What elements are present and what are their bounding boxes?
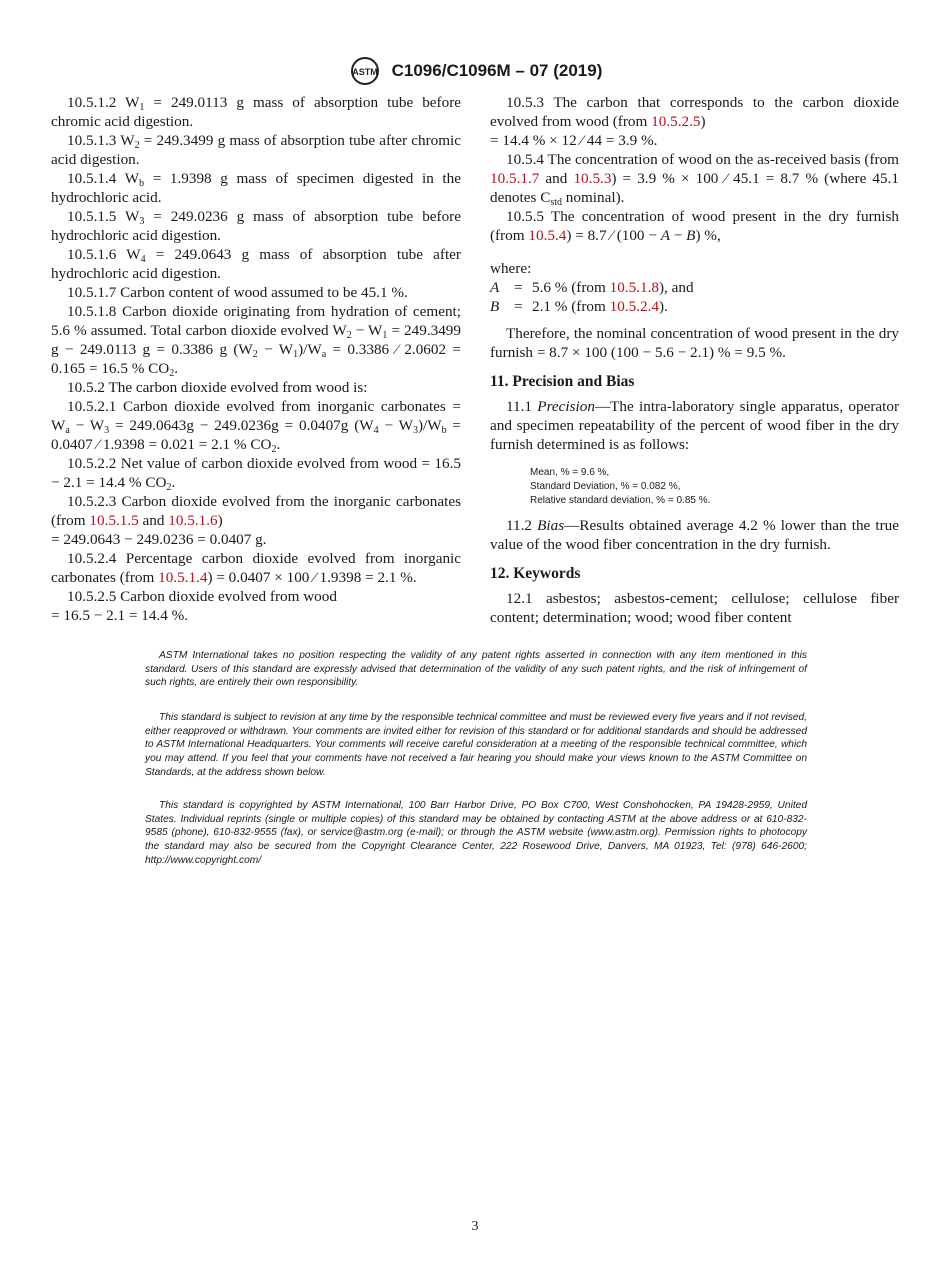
copyright-notice: This standard is copyrighted by ASTM International, 100 Barr Harbor Drive, PO Box C700, West Conshohocken, PA 19428-2959, United States. Individual reprints (single or multiple copies) of this standard may be obtained by contacting ASTM at the above address or at 610-832-9585 (phone), 610-832-9555 (fax), or service@astm.org (e-mail); or through the ASTM website (www.astm.org). Permission rights to photocopy the standard may also be secured from the Copyright Clearance Center, 222 Rosewood Drive, Danvers, MA 01923, Tel: (978) 646-2600; http://www.copyright.com/ <box>145 800 807 866</box>
clause-10-5-4: 10.5.4 The concentration of wood on the as-received basis (from 10.5.1.7 and 10.5.3) = 3.9 % × 100 ⁄ 45.1 = 8.7 % (where 45.1 denotes $C_{std}$ nominal). <box>490 151 899 208</box>
clause-10-5-5: 10.5.5 The concentration of wood present in the dry furnish (from 10.5.4) = 8.7 ⁄ (100 − A − B) %, <box>490 208 899 244</box>
clause-10-5-1-5: 10.5.1.5 $W_3 = 249.0236$ g mass of absorption tube before hydrochloric acid digestion. <box>51 208 461 244</box>
clause-10-5-1-3: 10.5.1.3 $W_2 = 249.3499$ g mass of absorption tube after chromic acid digestion. <box>51 132 461 168</box>
page-number: 3 <box>471 1219 479 1234</box>
stat-std-dev: Standard Deviation, % = 0.082 %, <box>530 481 681 492</box>
xref-10-5-1-7[interactable]: 10.5.1.7 <box>490 170 540 187</box>
right-column <box>490 93 899 627</box>
stat-rel-std-dev: Relative standard deviation, % = 0.85 %. <box>530 495 711 506</box>
statistics-block <box>530 466 899 508</box>
clause-10-5-2-5: 10.5.2.5 Carbon dioxide evolved from wood <box>67 588 337 605</box>
stat-mean: Mean, % = 9.6 %, <box>530 467 610 478</box>
xref-10-5-2-5[interactable]: 10.5.2.5 <box>651 113 701 130</box>
clause-10-5-1-8: 10.5.1.8 Carbon dioxide originating from hydration of cement; 5.6 % assumed. Total carbon dioxide evolved $W_2 - W_1 = 249.3499$ g − 249.0113 g = 0.3386 g $(W_2 - W_1)/W_a = 0.3386$ ⁄ 2.0602 = 0.165 = 16.5 % $CO_2$. <box>51 303 461 379</box>
clause-10-5-2-4: 10.5.2.4 Percentage carbon dioxide evolved from inorganic carbonates (from 10.5.1.4) = 0.0407 × 100 ⁄ 1.9398 = 2.1 %. <box>51 550 461 586</box>
document-designation: C1096/C1096M – 07 (2019) <box>391 61 603 80</box>
page-header <box>0 56 950 86</box>
where-label: where: <box>490 260 532 277</box>
clause-10-5-2-2: 10.5.2.2 Net value of carbon dioxide evolved from wood = 16.5 − 2.1 = 14.4 % $CO_2$. <box>51 455 461 493</box>
xref-10-5-1-6[interactable]: 10.5.1.6 <box>168 512 218 529</box>
section-heading-keywords: 12. Keywords <box>490 565 581 582</box>
xref-10-5-2-4[interactable]: 10.5.2.4 <box>609 298 659 315</box>
clause-10-5-1-2: 10.5.1.2 $W_1 = 249.0113$ g mass of absorption tube before chromic acid digestion. <box>51 94 461 130</box>
equation-line: = 249.0643 − 249.0236 = 0.0407 g. <box>51 531 267 548</box>
clause-10-5-2-3: 10.5.2.3 Carbon dioxide evolved from the inorganic carbonates (from 10.5.1.5 and 10.5.1.6) <box>51 493 461 529</box>
clause-12-1: 12.1 asbestos; asbestos-cement; cellulose; cellulose fiber content; determination; wood; wood fiber content <box>490 590 899 626</box>
clause-11-2: 11.2 Bias—Results obtained average 4.2 % lower than the true value of the wood fiber concentration in the dry furnish. <box>490 517 900 553</box>
clause-10-5-3: 10.5.3 The carbon that corresponds to the carbon dioxide evolved from wood (from 10.5.2.5) <box>490 94 899 130</box>
clause-10-5-2: 10.5.2 The carbon dioxide evolved from wood is: <box>67 379 368 396</box>
equation-line: = 16.5 − 2.1 = 14.4 %. <box>51 607 189 624</box>
clause-10-5-1-7: 10.5.1.7 Carbon content of wood assumed to be 45.1 %. <box>67 284 408 301</box>
patent-notice: ASTM International takes no position respecting the validity of any patent rights asserted in connection with any item mentioned in this standard. Users of this standard are expressly advised that determination of the validity of any such patent rights, and the risk of infringement of such rights, are entirely their own responsibility. <box>145 650 807 689</box>
xref-10-5-4[interactable]: 10.5.4 <box>528 227 567 244</box>
clause-11-1: 11.1 Precision—The intra-laboratory single apparatus, operator and specimen repeatability of the percent of wood fiber in the dry furnish determined is as follows: <box>490 398 900 453</box>
svg-text:ASTM: ASTM <box>351 67 378 77</box>
left-column <box>51 93 461 625</box>
astm-logo-icon <box>348 56 382 86</box>
xref-10-5-3[interactable]: 10.5.3 <box>573 170 612 187</box>
clause-10-5-2-1: 10.5.2.1 Carbon dioxide evolved from inorganic carbonates = $W_a - W_3 = 249.0643g - 249.0236g = 0.0407g$ $(W_4 - W_3)/W_b = 0.0407$ ⁄ 1.9398 = 0.021 = 2.1 % $CO_2$. <box>51 398 461 455</box>
conclusion-paragraph: Therefore, the nominal concentration of wood present in the dry furnish = 8.7 × 100 (100 − 5.6 − 2.1) % = 9.5 %. <box>490 325 899 361</box>
xref-10-5-1-8[interactable]: 10.5.1.8 <box>609 279 659 296</box>
clause-10-5-1-4: 10.5.1.4 $W_b = 1.9398$ g mass of specimen digested in the hydrochloric acid. <box>51 170 461 206</box>
variable-a: A = 5.6 % (from 10.5.1.8), and <box>490 279 694 296</box>
xref-10-5-1-4[interactable]: 10.5.1.4 <box>158 569 208 586</box>
section-heading-precision: 11. Precision and Bias <box>490 373 635 390</box>
xref-10-5-1-5[interactable]: 10.5.1.5 <box>89 512 139 529</box>
revision-notice: This standard is subject to revision at any time by the responsible technical committee and must be reviewed every five years and if not revised, either reapproved or withdrawn. Your comments are invited either for revision of this standard or for additional standards and should be addressed to ASTM International Headquarters. Your comments will receive careful consideration at a meeting of the responsible technical committee, which you may attend. If you feel that your comments have not received a fair hearing you should make your views known to the ASTM Committee on Standards, at the address shown below. <box>145 712 807 778</box>
clause-10-5-1-6: 10.5.1.6 $W_4 = 249.0643$ g mass of absorption tube after hydrochloric acid digestion. <box>51 246 461 282</box>
equation-line: = 14.4 % × 12 ⁄ 44 = 3.9 %. <box>490 132 658 149</box>
variable-b: B = 2.1 % (from 10.5.2.4). <box>490 298 668 315</box>
